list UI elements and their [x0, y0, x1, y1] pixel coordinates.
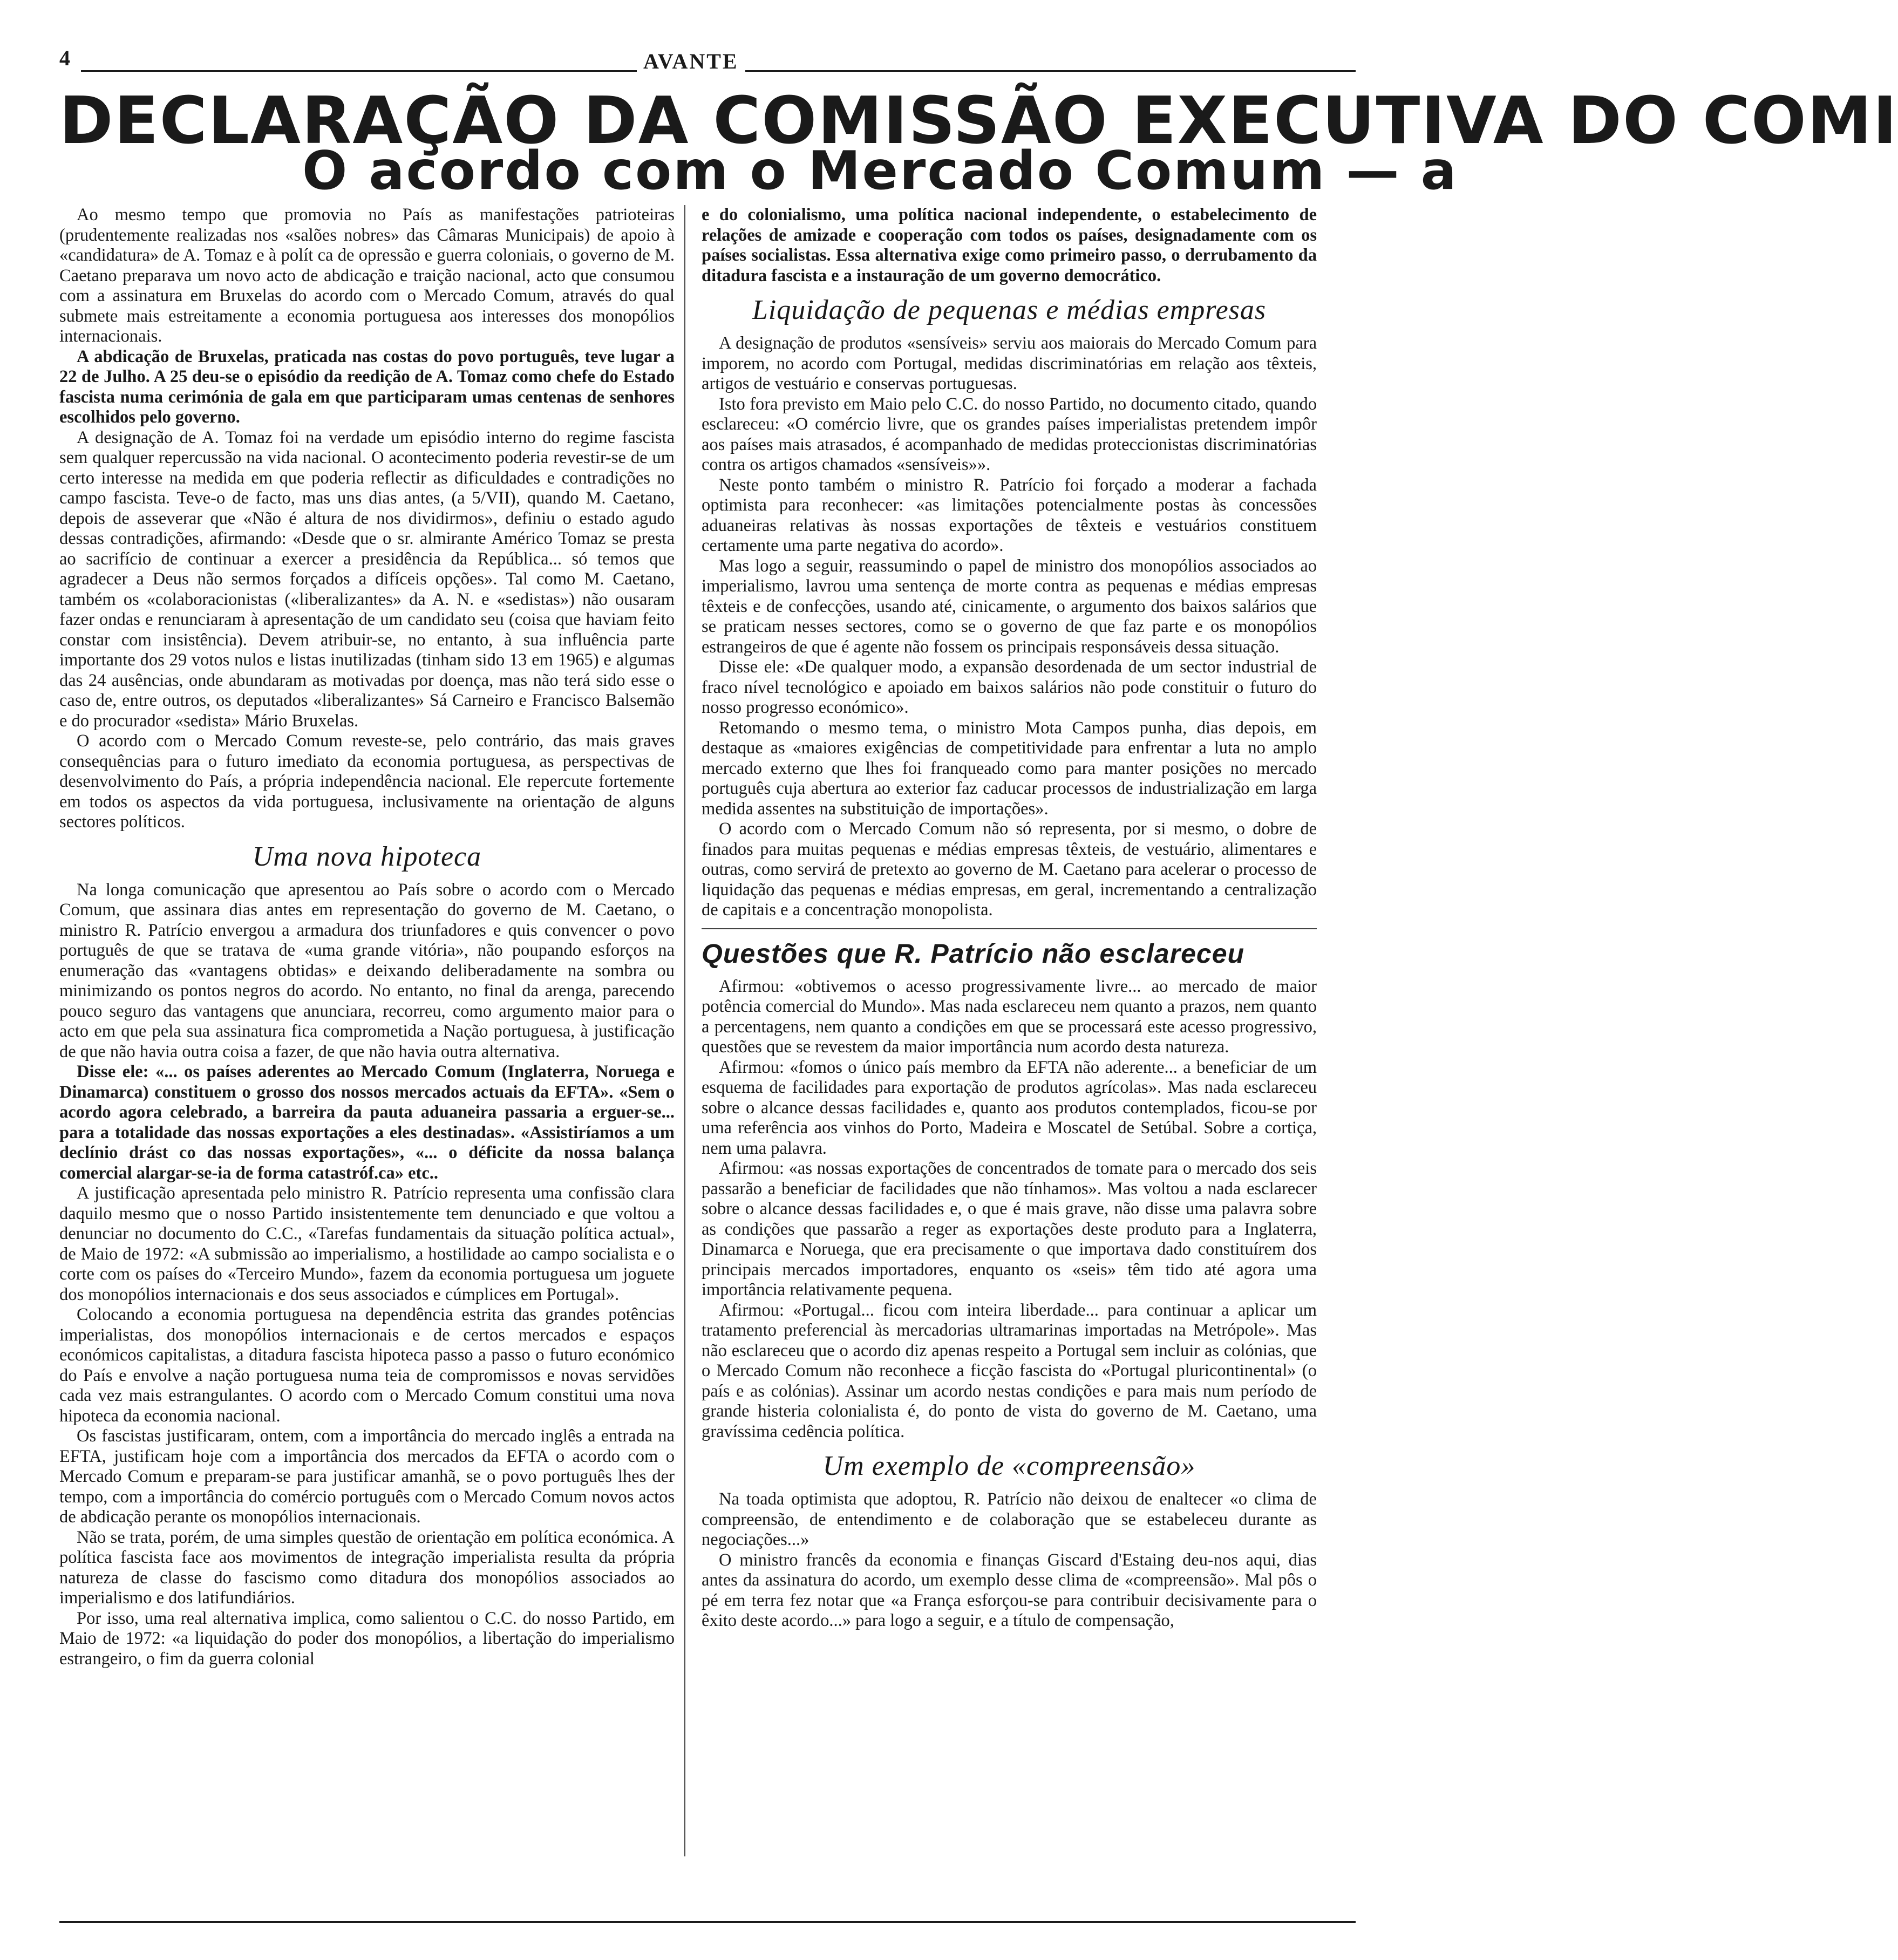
paragraph: Retomando o mesmo tema, o ministro Mota Campos punha, dias depois, em destaque as «maiores exigências de competitividade para enfrentar a luta no amplo mercado externo que lhes foi franqueado como para manter posições no mercado português cuja abertura ao exterior faz caducar processos de industrialização em larga medida assentes na substituição de importações».: [702, 718, 1317, 819]
paragraph: Afirmou: «as nossas exportações de concentrados de tomate para o mercado dos seis passarão a beneficiar de facilidades que não tínhamos». Mas voltou a nada esclarecer sobre o alcance dessas facilidades e, o que é mais grave, não disse uma palavra sobre as condições que passarão a reger as exportações deste produto para a Inglaterra, Dinamarca e Noruega, que era precisamente o que importava dado constituírem dos principais mercados importadores, enquanto os «seis» têm tido até agora uma importância relativamente pequena.: [702, 1159, 1317, 1299]
paragraph: Na longa comunicação que apresentou ao País sobre o acordo com o Mercado Comum, que assinara dias antes em representação do governo de M. Caetano, o ministro R. Patrício envergou a armadura dos triunfadores e quis convencer o povo português de que se tratava de «uma grande vitória», não poupando esforços na enumeração das «vantagens obtidas» e deixando deliberadamente na sombra ou minimizando os pontos negros do acordo. No entanto, no final da arenga, parecendo pouco seguro das vantagens que anunciara, recorreu, como argumento maior para o acto em que pela sua assinatura fica comprometida a Nação portuguesa, à justificação de que não havia outra coisa a fazer, de que não havia outra alternativa.: [59, 880, 675, 1061]
page-header: [59, 45, 1356, 78]
subheadline: O acordo com o Mercado Comum — a: [302, 140, 1458, 202]
section-heading: Liquidação de pequenas e médias empresas: [752, 295, 1267, 325]
paragraph: Afirmou: «fomos o único país membro da EFTA não aderente... a beneficiar de um esquema de facilidades para exportação de produtos agrícolas». Mas nada esclareceu sobre o alcance dessas facilidades e, quanto aos produtos contemplados, ficou-se por uma referência aos vinhos do Porto, Madeira e Moscatel de Setúbal. Sobre a cortiça, nem uma palavra.: [702, 1057, 1317, 1158]
paragraph: Colocando a economia portuguesa na dependência estrita das grandes potências imperialistas, dos monopólios internacionais e de certos mercados e espaços económicos capitalistas, a ditadura fascista hipoteca passo a passo o futuro económico do País e envolve a nação portuguesa numa teia de compromissos e novas servidões cada vez mais estrangulantes. O acordo com o Mercado Comum constitui uma nova hipoteca da economia nacional.: [59, 1305, 675, 1426]
paragraph: Afirmou: «obtivemos o acesso progressivamente livre... ao mercado de maior potência comercial do Mundo». Mas nada esclareceu nem quanto a prazos, nem quanto a percentagens, nem quanto a condições em que se processará este acesso progressivo, questões que se revestem da maior importância num acordo desta natureza.: [702, 976, 1317, 1057]
paragraph: Afirmou: «Portugal... ficou com inteira liberdade... para continuar a aplicar um tratamento preferencial às mercadorias ultramarinas importadas na Metrópole». Mas não esclareceu que o acordo diz apenas respeito a Portugal sem incluir as colónias, que o Mercado Comum não reconhece a ficção fascista do «Portugal pluricontinental» (o país e as colónias). Assinar um acordo nestas condições e para mais num período de grande histeria colonialista é, do ponto de vista do governo de M. Caetano, uma gravíssima cedência política.: [702, 1300, 1317, 1441]
section-heading: Um exemplo de «compreensão»: [822, 1451, 1196, 1481]
paragraph: O acordo com o Mercado Comum reveste-se, pelo contrário, das mais graves consequências para o futuro imediato da economia portuguesa, as perspectivas de desenvolvimento do País, a própria independência nacional. Ele repercute fortemente em todos os aspectos da vida portuguesa, inclusivamente na orientação de alguns sectores políticos.: [59, 731, 675, 832]
paragraph: Não se trata, porém, de uma simples questão de orientação em política económica. A política fascista face aos movimentos de integração imperialista resulta da própria natureza de classe do fascismo como ditadura dos monopólios associados ao imperialismo e dos latifundiários.: [59, 1527, 675, 1608]
paragraph: Mas logo a seguir, reassumindo o papel de ministro dos monopólios associados ao imperialismo, lavrou uma sentença de morte contra as pequenas e médias empresas têxteis e de confecções, usando até, cinicamente, o argumento dos baixos salários que se praticam nesses sectores, como se o governo de que faz parte e os monopólios estrangeiros de que é agente não fossem os principais responsáveis dessa situação.: [702, 556, 1317, 657]
paragraph: Por isso, uma real alternativa implica, como salientou o C.C. do nosso Partido, em Maio de 1972: «a liquidação do poder dos monopólios, a libertação do imperialismo estrangeiro, o fim da guerra colonial: [59, 1608, 675, 1669]
paragraph: Ao mesmo tempo que promovia no País as manifestações patrioteiras (prudentemente realizadas nos «salões nobres» das Câmaras Municipais) de apoio à «candidatura» de A. Tomaz e à polít ca de opressão e guerra coloniais, o governo de M. Caetano preparava um novo acto de abdicação e traição nacional, acto que consumou com a assinatura em Bruxelas do acordo com o Mercado Comum, através do qual submete mais estreitamente a economia portuguesa aos interesses dos monopólios internacionais.: [59, 205, 675, 346]
paragraph: A abdicação de Bruxelas, praticada nas costas do povo português, teve lugar a 22 de Julho. A 25 deu-se o episódio da reedição de A. Tomaz como chefe do Estado fascista numa cerimónia de gala em que participaram umas centenas de senhores escolhidos pelo governo.: [59, 346, 675, 427]
section-heading: Uma nova hipoteca: [252, 841, 482, 872]
paragraph: Na toada optimista que adoptou, R. Patrício não deixou de enaltecer «o clima de compreensão, de entendimento e de colaboração que se estabeleceu durante as negociações...»: [702, 1489, 1317, 1549]
paragraph: e do colonialismo, uma política nacional independente, o estabelecimento de relações de amizade e cooperação com todos os países, designadamente com os países socialistas. Essa alternativa exige como primeiro passo, o derrubamento da ditadura fascista e a instauração de um governo democrático.: [702, 205, 1317, 285]
column-divider: [684, 205, 685, 1856]
section-rule: [702, 928, 1317, 929]
left-column: [59, 205, 675, 1894]
headline: DECLARAÇÃO DA COMISSÃO EXECUTIVA DO COMI: [59, 84, 1898, 159]
paragraph: A justificação apresentada pelo ministro R. Patrício representa uma confissão clara daquilo mesmo que o nosso Partido insistentemente tem denunciado e que voltou a denunciar no documento do C.C., «Tarefas fundamentais da situação política actual», de Maio de 1972: «A submissão ao imperialismo, a hostilidade ao campo socialista e o corte com os países do «Terceiro Mundo», fazem da economia portuguesa um joguete dos monopólios internacionais e dos seus associados e cúmplices em Portugal».: [59, 1183, 675, 1304]
section-heading: Questões que R. Patrício não esclareceu: [702, 938, 1245, 969]
paragraph: Isto fora previsto em Maio pelo C.C. do nosso Partido, no documento citado, quando esclareceu: «O comércio livre, que os grandes países imperialistas pretendem impôr aos países mais atrasados, é acompanhado de medidas proteccionistas discriminatórias contra os artigos chamados «sensíveis»».: [702, 394, 1317, 474]
newspaper-title: AVANTE: [637, 49, 745, 74]
bottom-rule: [59, 1921, 1356, 1923]
page-number: 4: [59, 46, 70, 70]
right-column: [702, 205, 1317, 1894]
paragraph: A designação de A. Tomaz foi na verdade um episódio interno do regime fascista sem qualquer repercussão na vida nacional. O acontecimento poderia revestir-se de um certo interesse na medida em que poderia reflectir as dificuldades e contradições no campo fascista. Teve-o de facto, mas uns dias antes, (a 5/VII), quando M. Caetano, depois de asseverar que «Não é altura de nos dividirmos», definiu o estado agudo dessas contradições, afirmando: «Desde que o sr. almirante Américo Tomaz se presta ao sacrifício de continuar a exercer a presidência da República... só temos que agradecer a Deus não sermos forçados a difíceis opções». Tal como M. Caetano, também os «colaboracionistas («liberalizantes» da A. N. e «sedistas») não ousaram fazer ondas e renunciaram à apresentação de um candidato seu (coisa que haviam feito constar com insistência). Devem atribuir-se, no entanto, à sua influência parte importante dos 29 votos nulos e listas inutilizadas (tinham sido 13 em 1965) e algumas das 24 ausências, onde abundaram as motivadas por doença, mas não terá sido esse o caso de, entre outros, os deputados «liberalizantes» Sá Carneiro e Francisco Balsemão e do procurador «sedista» Mário Bruxelas.: [59, 427, 675, 731]
paragraph: Os fascistas justificaram, ontem, com a importância do mercado inglês a entrada na EFTA, justificam hoje com a importância dos mercados da EFTA o acordo com o Mercado Comum e preparam-se para justificar amanhã, se o povo português lhes der tempo, com a importância do comércio português com o Mercado Comum novos actos de abdicação perante os monopólios internacionais.: [59, 1426, 675, 1527]
paragraph: O acordo com o Mercado Comum não só representa, por si mesmo, o dobre de finados para muitas pequenas e médias empresas têxteis, de vestuário, alimentares e outras, como servirá de pretexto ao governo de M. Caetano para acelerar o processo de liquidação das pequenas e médias empresas, em geral, incrementando a centralização de capitais e a concentração monopolista.: [702, 819, 1317, 920]
paragraph: Disse ele: «De qualquer modo, a expansão desordenada de um sector industrial de fraco nível tecnológico e apoiado em baixos salários não pode constituir o futuro do nosso progresso económico».: [702, 657, 1317, 717]
paragraph: O ministro francês da economia e finanças Giscard d'Estaing deu-nos aqui, dias antes da assinatura do acordo, um exemplo desse clima de «compreensão». Mal pôs o pé em terra fez notar que «a França esforçou-se para contribuir decisivamente para o êxito deste acordo...» para logo a seguir, e a título de compensação,: [702, 1550, 1317, 1630]
paragraph: Neste ponto também o ministro R. Patrício foi forçado a moderar a fachada optimista para reconhecer: «as limitações potencialmente postas às concessões aduaneiras relativas às nossas exportações de têxteis e vestuários constituem certamente uma parte negativa do acordo».: [702, 475, 1317, 555]
paragraph: Disse ele: «... os países aderentes ao Mercado Comum (Inglaterra, Noruega e Dinamarca) constituem o grosso dos nossos mercados actuais da EFTA». «Sem o acordo agora celebrado, a barreira da pauta aduaneira passaria a erguer-se... para a totalidade das nossas exportações a eles destinadas». «Assistiríamos a um declínio drást co das nossas exportações», «... o déficite da nossa balança comercial alargar-se-ia de forma catastróf.ca» etc..: [59, 1062, 675, 1183]
paragraph: A designação de produtos «sensíveis» serviu aos maiorais do Mercado Comum para imporem, no acordo com Portugal, medidas discriminatórias em relação aos têxteis, artigos de vestuário e conservas portuguesas.: [702, 334, 1317, 393]
